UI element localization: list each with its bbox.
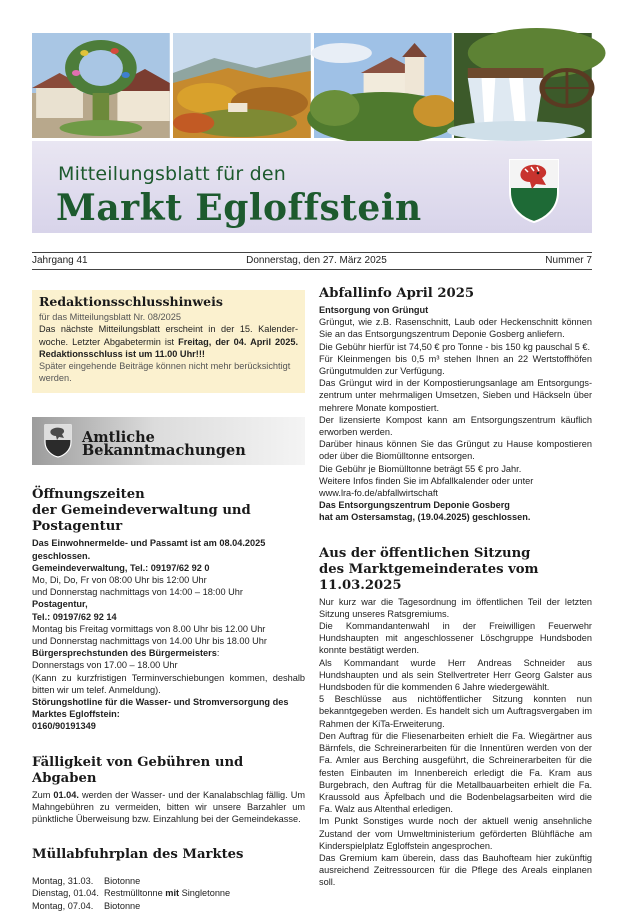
opening-admin-hours1: Mo, Di, Do, Fr von 08:00 Uhr bis 12:00 Uhr <box>32 575 207 586</box>
waste-info-p3: Für Kleinmengen bis 0,5 m³ stehen Ihnen an 22 Wertstoffhöfen Grüngutmulden zur Verfügung. <box>319 353 592 377</box>
issue-info-line <box>32 255 592 266</box>
waste-info-p6: Darüber hinaus können Sie das Grüngut zu Hause kompostieren oder über die Biomülltonne entsorgen. <box>319 439 592 462</box>
opening-post-hours2: und Donnerstag nachmittags von 14.00 Uhr bis 18.00 Uhr <box>32 636 267 647</box>
waste-info-p7: Die Gebühr je Biomülltonne beträgt 55 € pro Jahr. <box>319 463 522 474</box>
masthead-subtitle: Mitteilungsblatt für den <box>58 163 286 185</box>
opening-mayor-note: (Kann zu kurzfristigen Terminverschiebungen kommen, deshalb bitten wir um telef. Anmeldung). <box>32 672 305 695</box>
issue-rule-bottom <box>32 269 592 270</box>
article-waste-schedule <box>32 847 305 912</box>
opening-admin-label: Gemeindeverwaltung, Tel.: 09197/62 92 0 <box>32 562 210 573</box>
article-council-session <box>319 546 592 889</box>
council-p6: Im Punkt Sonstiges wurde noch der aktuell wenig ansehnliche Zustand der vom Umweltministerium geförderten Blühfläche am Kinderspielplatz Egloffstein angesprochen. <box>319 816 592 851</box>
opening-mayor-label: Bürgersprechstunden des Bürgermeisters: <box>32 648 220 659</box>
photo-water-mill <box>454 33 592 138</box>
council-p4: 5 Beschlüsse aus nichtöffentlicher Sitzung konnten nun bekanntgegeben werden. Es handelt sich um Auftragsvergaben im Rahmen der KiTa-Erweiterung. <box>319 694 592 729</box>
photo-castle <box>314 33 452 138</box>
waste-table <box>32 875 305 912</box>
waste-row-day: Montag, 31.03. <box>32 876 94 887</box>
opening-hours-title: Öffnungszeiten der Gemeindeverwaltung und Postagentur <box>32 487 251 535</box>
photo-easter-fountain <box>32 33 170 138</box>
waste-row-type: Restmülltonne mit Singletonne <box>104 888 231 899</box>
issue-date: Donnerstag, den 27. März 2025 <box>246 255 387 266</box>
issue-number: Nummer 7 <box>545 255 592 266</box>
council-title: Aus der öffentlichen Sitzung des Marktgemeinderates vom 11.03.2025 <box>319 545 539 593</box>
coat-of-arms-small-icon <box>44 424 72 458</box>
article-opening-hours <box>32 487 305 732</box>
council-p7: Das Gremium kam überein, dass das Bauhofteam hier zukünftig ausreichend Zeitressourcen für die Pflege des Areals einplanen soll. <box>319 852 592 888</box>
council-p2: Die Kommandantenwahl in der Freiwilligen Feuerwehr Hundshaupten mit angeschlossener Löschgruppe Hundsboden konnte bestätigt werden. <box>319 621 592 656</box>
header-photo-strip <box>32 33 592 138</box>
fees-title: Fälligkeit von Gebühren und Abgaben <box>32 754 244 786</box>
opening-post-hours1: Montag bis Freitag vormittags von 8.00 Uhr bis 12.00 Uhr <box>32 623 266 634</box>
masthead-title: Markt Egloffstein <box>56 187 422 229</box>
opening-post-tel: Tel.: 09197/62 92 14 <box>32 611 117 622</box>
waste-info-p2: Die Gebühr hierfür ist 74,50 € pro Tonne - bis 150 kg pauschal 5 €. <box>319 341 591 352</box>
issue-volume: Jahrgang 41 <box>32 255 88 266</box>
opening-post-label: Postagentur, <box>32 599 88 610</box>
waste-title: Müllabfuhrplan des Marktes <box>32 847 244 863</box>
opening-closure-notice: Das Einwohnermelde- und Passamt ist am 08.04.2025 geschlossen. <box>32 538 266 561</box>
opening-hotline-label: Störungshotline für die Wasser- und Stromversorgung des Marktes Egloffstein: <box>32 697 289 720</box>
opening-hotline-number: 0160/90191349 <box>32 721 96 732</box>
deadline-notice-line2: Das nächste Mitteilungsblatt erscheint in der 15. Kalenderwoche. Letzter Abgabetermin ist Freitag, der 04. April 2025. Redaktionsschluss ist um 11.00 Uhr!!! <box>39 324 298 359</box>
photo-autumn-valley <box>173 33 311 138</box>
waste-info-p4: Das Grüngut wird in der Kompostierungsanlage am Entsorgungszentrum unter mehrmaligen Umsetzen, Sieben und Häckseln über mehrere Monate kompostiert. <box>319 378 592 413</box>
council-p1: Nur kurz war die Tagesordnung im öffentlichen Teil der letzten Sitzung unseres Ratsgremiums. <box>319 596 592 619</box>
opening-admin-hours2: und Donnerstag nachmittags von 14:00 – 18:00 Uhr <box>32 587 243 598</box>
waste-row-day: Montag, 07.04. <box>32 900 94 911</box>
waste-row-type: Biotonne <box>104 900 141 911</box>
waste-info-link[interactable]: www.lra-fo.de/abfallwirtschaft <box>319 488 438 499</box>
article-fees <box>32 755 305 826</box>
council-p5: Den Auftrag für die Fliesenarbeiten erhielt die Fa. Wiegärtner aus Bärnfels, die Schreinerarbeiten für die Innentüren werden von der Fa. Amler aus Berching ausgeführt, die Schreinerarbeiten für die festen Einbauten im Innenbereich erledigt die Fa. Kram aus Burgebrach, den Auftrag für die Metallbauarbeiten erhielt die Fa. Kraussold aus Äpfelbach und die Bodenbelagsarbeiten wird die Fa. Walz aus Altenthal erledigen. <box>319 730 592 815</box>
section-bar-label: Amtliche Bekanntmachungen <box>82 429 246 459</box>
fees-text: Zum 01.04. werden der Wasser- und der Kanalabschlag fällig. Um Mahngebühren zu vermeiden, bitten wir unsere Barzahler um pünktliche Überweisung bzw. Einzahlung bei der Gemeindekasse. <box>32 789 305 825</box>
waste-info-p10: Das Entsorgungszentrum Deponie Gosberg <box>319 500 510 511</box>
waste-info-subtitle: Entsorgung von Grüngut <box>319 305 429 315</box>
deadline-notice-line3: Später eingehende Beiträge können nicht mehr berücksichtigt werden. <box>39 361 291 384</box>
right-column <box>319 286 592 889</box>
coat-of-arms-icon <box>508 158 560 224</box>
waste-info-p8: Weitere Infos finden Sie im Abfallkalender oder unter <box>319 475 534 486</box>
left-column <box>32 290 305 912</box>
waste-row-type: Biotonne <box>104 876 141 887</box>
waste-info-p5: Der lizensierte Kompost kann am Entsorgungszentrum käuflich erworben werden. <box>319 414 592 438</box>
opening-mayor-hours: Donnerstags von 17.00 – 18.00 Uhr <box>32 660 178 671</box>
waste-info-p1: Grüngut, wie z.B. Rasenschnitt, Laub oder Heckenschnitt können Sie an das Entsorgungszentrum Deponie Gosberg anliefern. <box>319 317 592 340</box>
deadline-notice-box <box>32 290 305 393</box>
waste-info-p11: hat am Ostersamstag, (19.04.2025) geschlossen. <box>319 512 531 523</box>
waste-row-day: Dienstag, 01.04. <box>32 888 99 899</box>
deadline-notice-line1: für das Mitteilungsblatt Nr. 08/2025 <box>39 312 181 323</box>
article-waste-info <box>319 286 592 524</box>
issue-rule-top <box>32 252 592 253</box>
waste-info-title: Abfallinfo April 2025 <box>319 286 475 301</box>
section-bar-official <box>32 417 305 465</box>
deadline-notice-title: Redaktionsschlusshinweis <box>39 294 223 309</box>
council-p3: Als Kommandant wurde Herr Andreas Schneider aus Hundshaupten und als sein Stellvertreter Herr Georg Galster aus Hundsboden für die kommenden 6 Jahre wiedergewählt. <box>319 657 592 693</box>
